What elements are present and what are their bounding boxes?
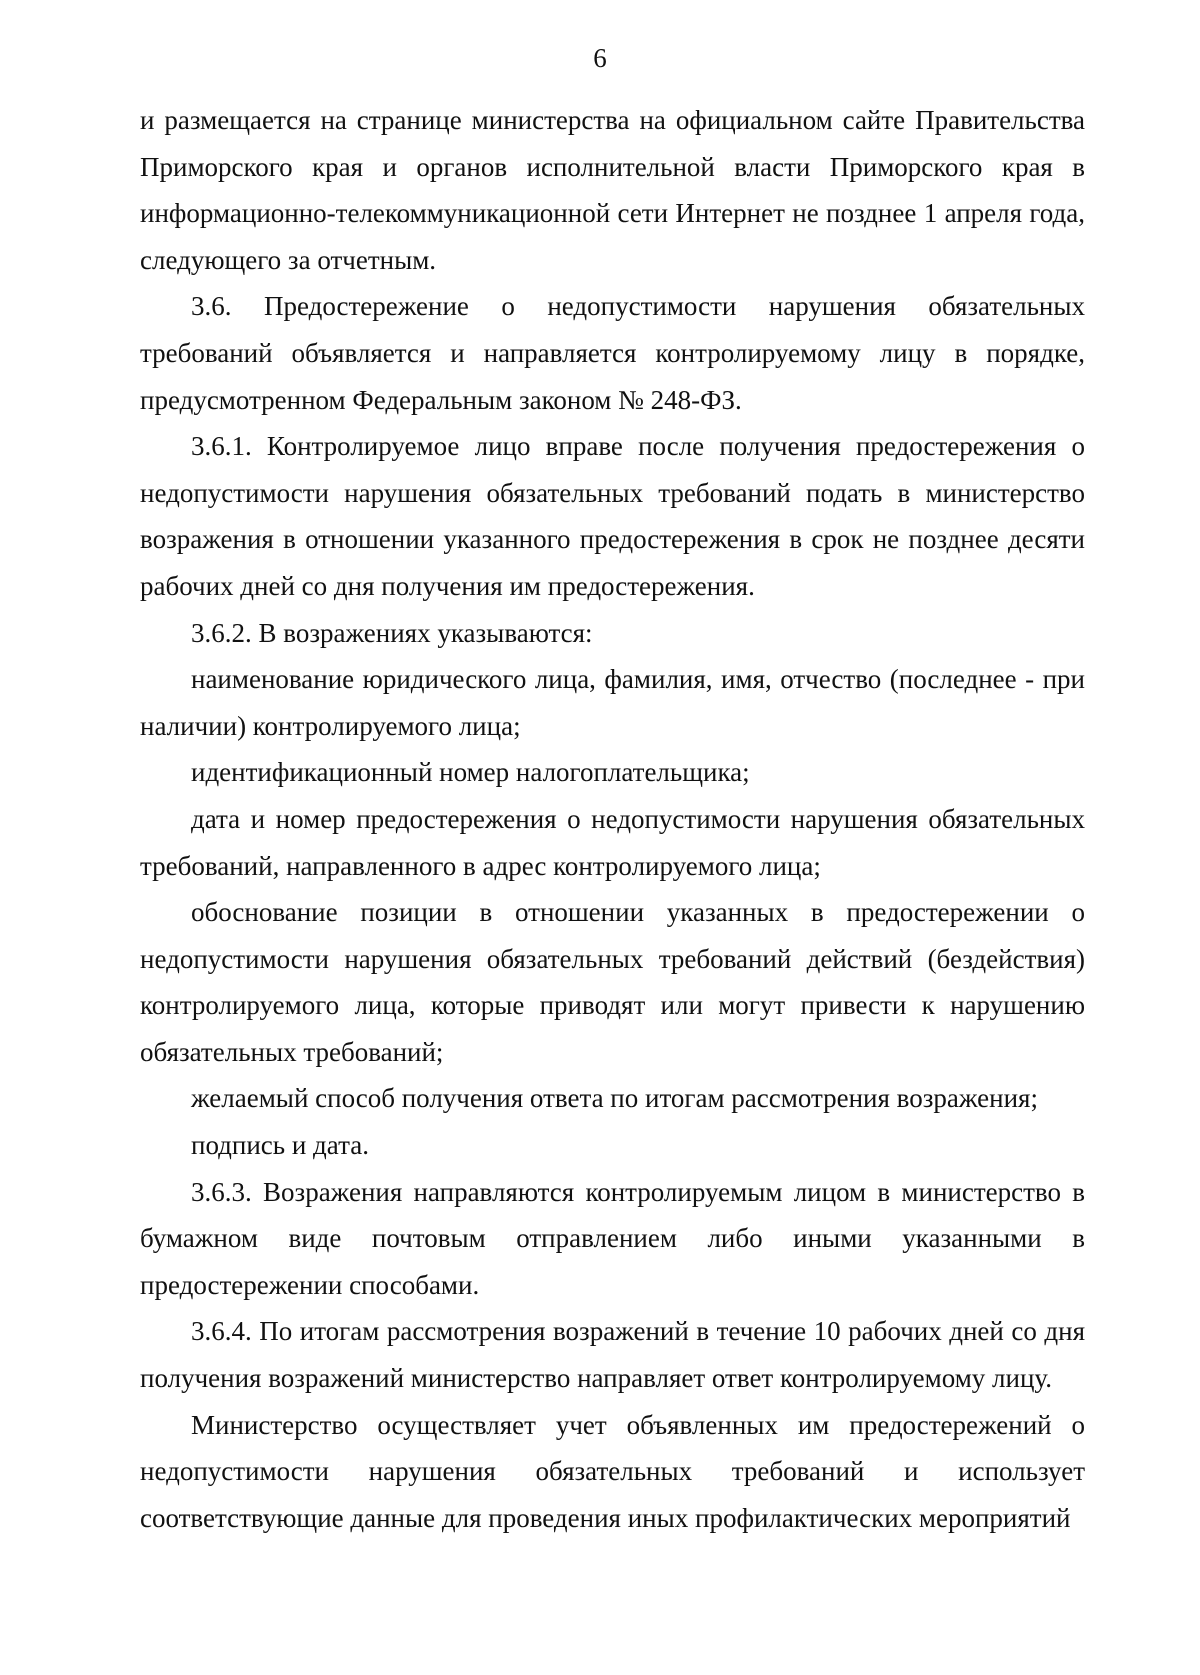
paragraph-ministry-records: Министерство осуществляет учет объявленных им предостережений о недопустимости нарушения обязательных требований и использует соответствующие данные для проведения иных профилактических мероприятий bbox=[140, 1409, 1085, 1533]
paragraph-3-6-3: 3.6.3. Возражения направляются контролируемым лицом в министерство в бумажном виде почтовым отправлением либо иными указанными в предостережении способами. bbox=[140, 1176, 1085, 1300]
list-item-position-justification: обоснование позиции в отношении указанных в предостережении о недопустимости нарушения обязательных требований действий (бездействия) контролируемого лица, которые приводят или могут привести к нарушению обязательных требований; bbox=[140, 897, 1085, 1067]
list-item-entity-name: наименование юридического лица, фамилия, имя, отчество (последнее - при наличии) контролируемого лица; bbox=[140, 664, 1085, 741]
paragraph-continuation: и размещается на странице министерства на официальном сайте Правительства Приморского края и органов исполнительной власти Приморского края в информационно-телекоммуникационной сети Интернет не позднее 1 апреля года, следующего за отчетным. bbox=[140, 105, 1085, 275]
list-item-signature-date: подпись и дата. bbox=[191, 1130, 369, 1161]
document-body bbox=[140, 97, 1085, 1541]
paragraph-3-6-2: 3.6.2. В возражениях указываются: bbox=[191, 617, 593, 648]
list-item-warning-date-number: дата и номер предостережения о недопустимости нарушения обязательных требований, направленного в адрес контролируемого лица; bbox=[140, 803, 1085, 881]
list-item-taxpayer-id: идентификационный номер налогоплательщика; bbox=[191, 757, 750, 788]
paragraph-3-6-4: 3.6.4. По итогам рассмотрения возражений в течение 10 рабочих дней со дня получения возражений министерство направляет ответ контролируемому лицу. bbox=[140, 1316, 1085, 1394]
page-number: 6 bbox=[593, 43, 607, 73]
paragraph-3-6: 3.6. Предостережение о недопустимости нарушения обязательных требований объявляется и направляется контролируемому лицу в порядке, предусмотренном Федеральным законом № 248-ФЗ. bbox=[140, 291, 1085, 415]
list-item-response-method: желаемый способ получения ответа по итогам рассмотрения возражения; bbox=[191, 1083, 1038, 1114]
paragraph-3-6-1: 3.6.1. Контролируемое лицо вправе после получения предостережения о недопустимости нарушения обязательных требований подать в министерство возражения в отношении указанного предостережения в срок не позднее десяти рабочих дней со дня получения им предостережения. bbox=[140, 431, 1085, 601]
